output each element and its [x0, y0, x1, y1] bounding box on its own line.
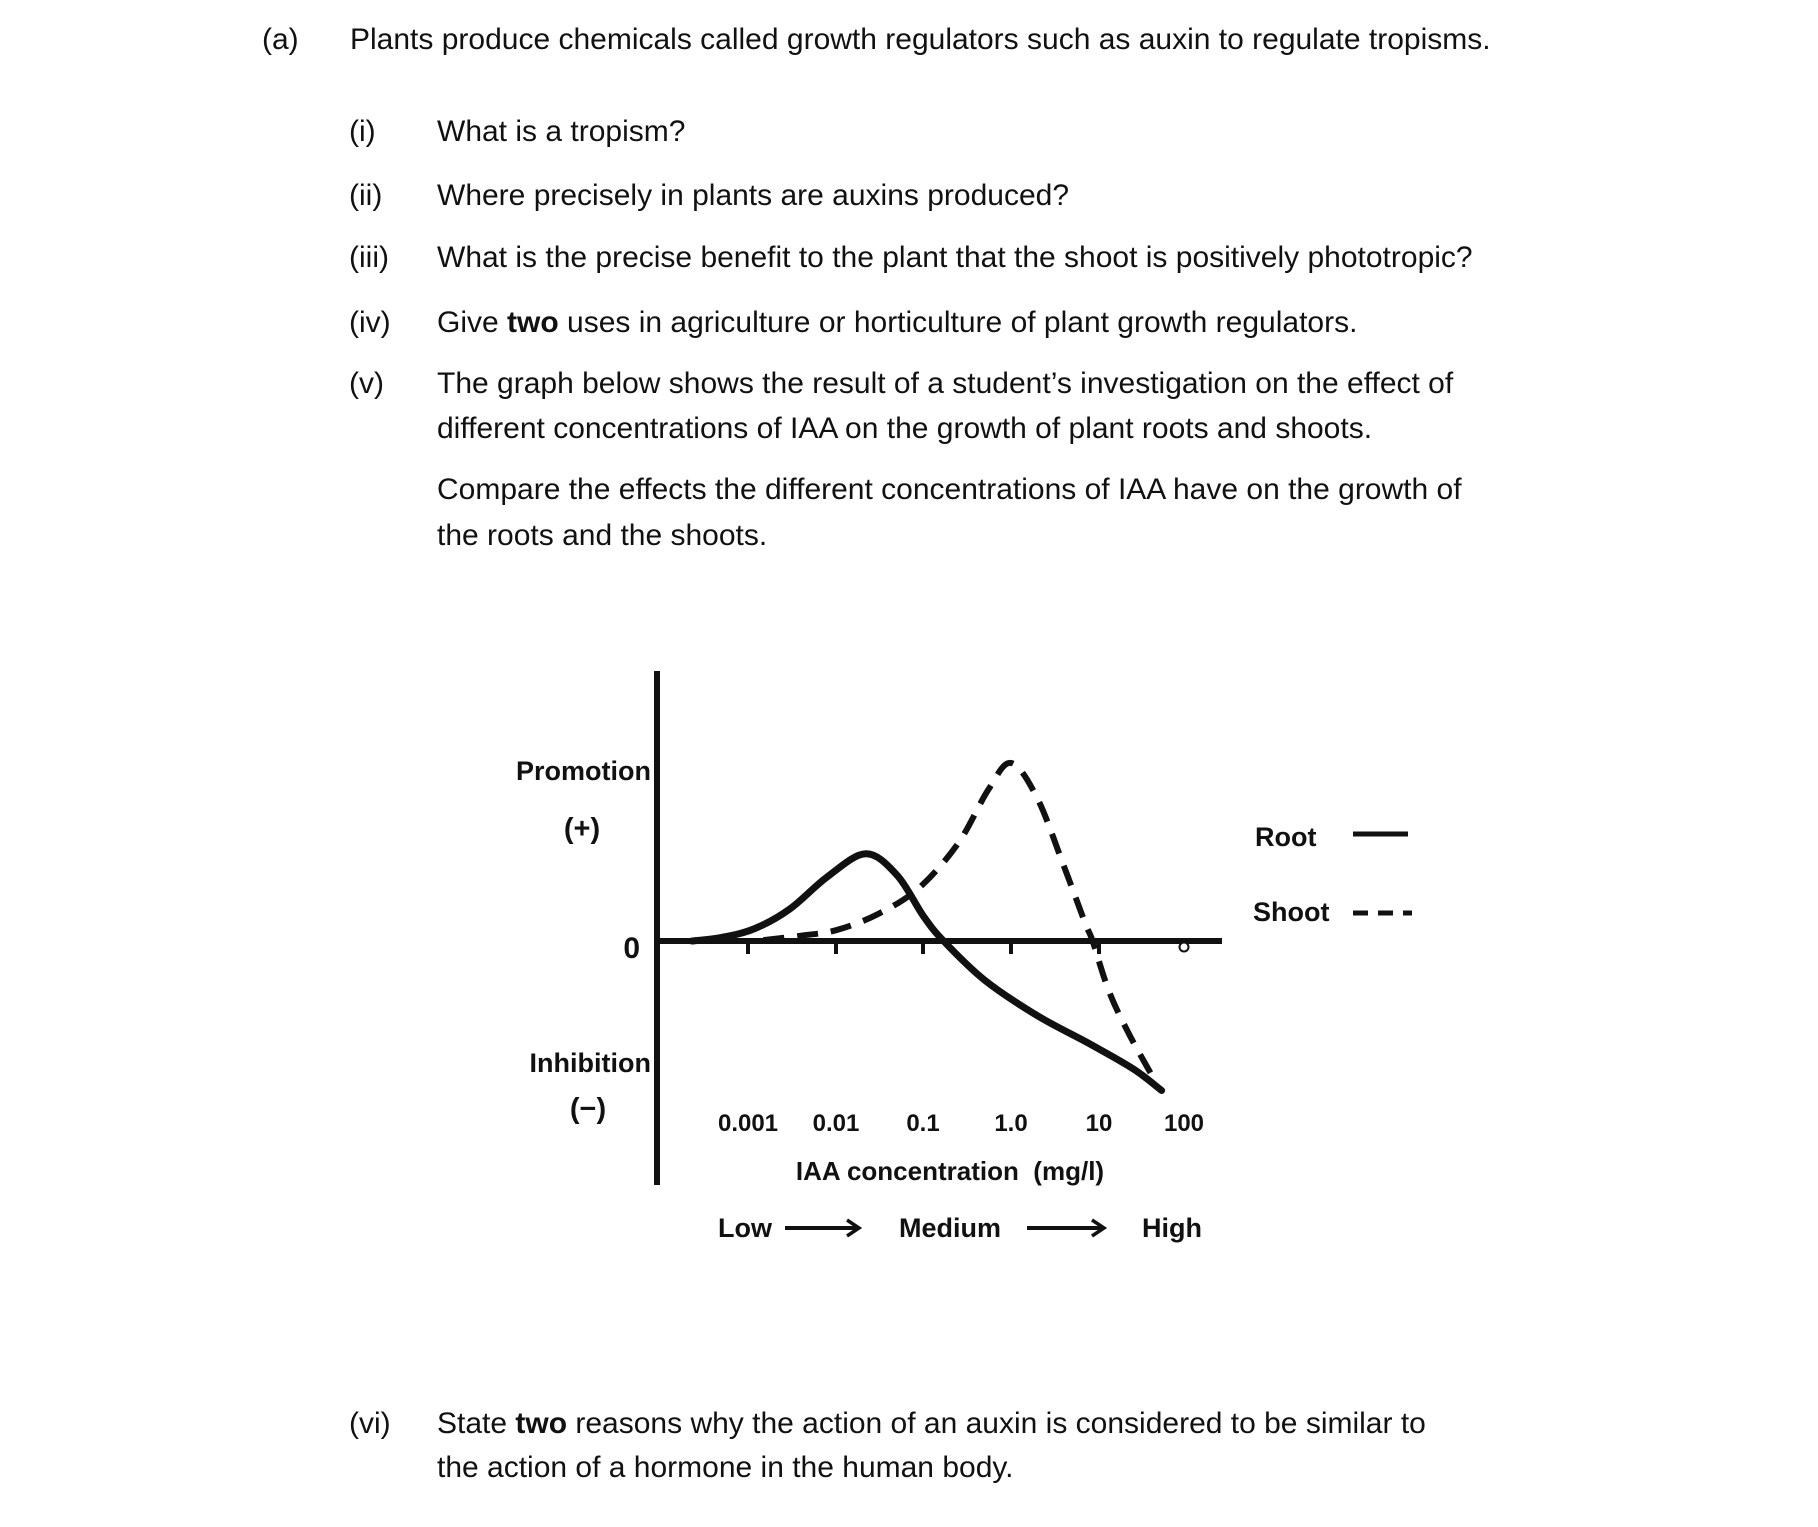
band-high-label: High	[1142, 1213, 1202, 1243]
shoot-curve	[763, 763, 1154, 1080]
item-v-line1: The graph below shows the result of a student’s investigation on the effect of	[437, 367, 1454, 400]
item-v-row	[349, 362, 1453, 406]
x-axis-ticks	[748, 943, 1099, 954]
promotion-plus-label: (+)	[563, 813, 601, 845]
item-ii-row	[349, 174, 1069, 218]
item-i-text: What is a tropism?	[437, 115, 686, 148]
item-iv-pre: Give	[437, 306, 508, 339]
tick-circle-hundred	[1180, 943, 1189, 952]
x-tick-label-01: 0.1	[906, 1110, 940, 1137]
item-iv-marker: (iv)	[349, 306, 391, 339]
x-tick-label-hundred: 100	[1163, 1110, 1205, 1137]
band-medium-label: Medium	[898, 1213, 1002, 1243]
item-i-row	[349, 110, 685, 154]
item-vi-row	[349, 1402, 1426, 1446]
item-ii-marker: (ii)	[349, 179, 383, 212]
item-v-line2: different concentrations of IAA on the growth of plant roots and shoots.	[437, 412, 1373, 445]
item-ii-text: Where precisely in plants are auxins produced?	[437, 179, 1070, 212]
item-i-marker: (i)	[349, 115, 376, 148]
promotion-label: Promotion	[516, 756, 651, 786]
inhibition-minus-label: (−)	[569, 1093, 607, 1125]
item-iii-row	[349, 236, 1473, 280]
item-vi-bold: two	[515, 1407, 568, 1440]
item-vi-post: reasons why the action of an auxin is considered to be similar to	[567, 1407, 1426, 1440]
item-vi-marker: (vi)	[349, 1407, 391, 1440]
item-v-compare-line2: the roots and the shoots.	[437, 519, 768, 552]
item-iv-bold: two	[507, 306, 559, 339]
item-v-compare-line1: Compare the effects the different concentrations of IAA have on the growth of	[437, 473, 1462, 506]
x-axis-title: IAA concentration (mg/l)	[795, 1156, 1105, 1186]
band-low-label: Low	[718, 1213, 772, 1243]
inhibition-label: Inhibition	[529, 1048, 651, 1078]
x-tick-label-ten: 10	[1085, 1110, 1113, 1137]
zero-label: 0	[623, 932, 640, 965]
part-a-marker: (a)	[262, 23, 299, 56]
part-a-row	[262, 18, 1491, 62]
part-a-text: Plants produce chemicals called growth regulators such as auxin to regulate tropisms.	[350, 23, 1491, 56]
item-iii-marker: (iii)	[349, 241, 389, 274]
item-vi-text	[437, 1402, 1426, 1446]
legend-root-label: Root	[1255, 822, 1317, 852]
item-v-marker: (v)	[349, 367, 384, 400]
x-tick-labels	[718, 1110, 1204, 1137]
item-iii-text: What is the precise benefit to the plant that the shoot is positively phototropic?	[437, 241, 1473, 274]
item-vi-pre: State	[437, 1407, 516, 1440]
item-iv-text	[437, 301, 1357, 345]
x-tick-label-001: 0.01	[812, 1110, 860, 1137]
item-iv-row	[349, 301, 1357, 345]
item-iv-post: uses in agriculture or horticulture of plant growth regulators.	[558, 306, 1358, 339]
legend-shoot-label: Shoot	[1253, 897, 1330, 927]
item-vi-line2: the action of a hormone in the human body.	[437, 1451, 1014, 1484]
x-tick-label-10: 1.0	[994, 1110, 1028, 1137]
iaa-response-graph	[500, 640, 1450, 1260]
root-curve	[692, 854, 1162, 1091]
x-tick-label-0001: 0.001	[717, 1110, 779, 1137]
